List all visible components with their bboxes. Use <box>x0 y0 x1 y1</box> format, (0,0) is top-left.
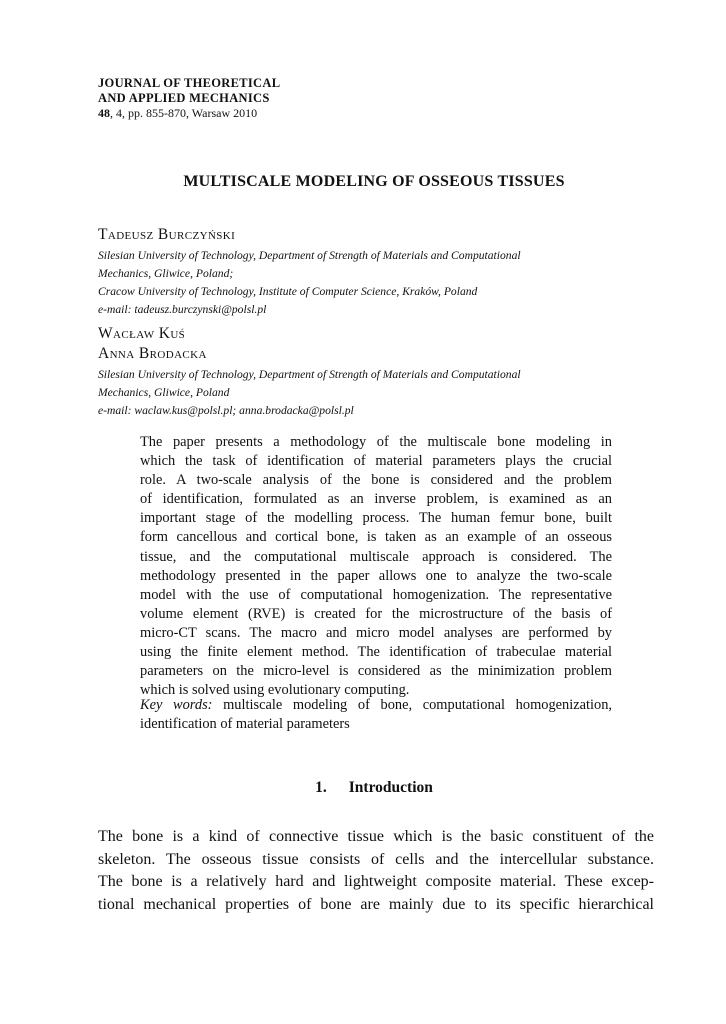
abstract-line: parameters on the micro-level is considered as the minimization problem <box>140 663 612 680</box>
abstract-line: of identification, formulated as an inverse problem, is examined as an <box>140 491 612 508</box>
abstract-line: which is solved using evolutionary computing. <box>140 682 410 699</box>
body-line: The bone is a relatively hard and lightweight composite material. These excep- <box>98 873 654 890</box>
body-line: The bone is a kind of connective tissue which is the basic constituent of the <box>98 828 654 845</box>
abstract-line: role. A two-scale analysis of the bone is considered and the problem <box>140 472 612 489</box>
abstract-line: which the task of identification of material parameters plays the crucial <box>140 453 612 470</box>
abstract-line: model with the use of computational homogenization. The representative <box>140 586 612 603</box>
affiliation-line: Mechanics, Gliwice, Poland; <box>98 267 234 280</box>
author-name: Anna Brodacka <box>98 345 207 362</box>
author-email: e-mail: tadeusz.burczynski@polsl.pl <box>98 303 267 316</box>
abstract-line: tissue, and the computational multiscale approach is considered. The <box>140 548 612 565</box>
author-name: Tadeusz Burczyński <box>98 226 236 243</box>
abstract-line: using the finite element method. The identification of trabeculae material <box>140 644 612 661</box>
affiliation-line: Silesian University of Technology, Department of Strength of Materials and Computational <box>98 368 521 381</box>
author-affiliation <box>98 366 650 420</box>
journal-name-line1: JOURNAL OF THEORETICAL <box>98 76 281 90</box>
keywords-line <box>140 696 612 715</box>
abstract-line: volume element (RVE) is created for the microstructure of the basis of <box>140 605 612 622</box>
affiliation-line: Mechanics, Gliwice, Poland <box>98 386 230 399</box>
journal-name-line2: AND APPLIED MECHANICS <box>98 91 270 105</box>
abstract-line: The paper presents a methodology of the multiscale bone modeling in <box>140 434 612 450</box>
affiliation-line: Silesian University of Technology, Department of Strength of Materials and Computational <box>98 249 521 262</box>
keywords <box>140 696 612 734</box>
abstract-line: important stage of the modelling process. The human femur bone, built <box>140 510 612 527</box>
author-email: e-mail: waclaw.kus@polsl.pl; anna.brodacka@polsl.pl <box>98 404 354 417</box>
body-paragraph <box>98 826 654 916</box>
author-affiliation <box>98 247 650 319</box>
affiliation-line: Cracow University of Technology, Institute of Computer Science, Kraków, Poland <box>98 285 478 298</box>
keywords-label: Key words: <box>140 697 213 713</box>
abstract-line: micro-CT scans. The macro and micro model analyses are performed by <box>140 624 612 641</box>
keywords-line: identification of material parameters <box>140 716 350 733</box>
journal-volume-info <box>98 106 498 121</box>
abstract-line: methodology presented in the paper allows one to analyze the two-scale <box>140 567 612 584</box>
journal-header <box>98 76 498 121</box>
paper-title: MULTISCALE MODELING OF OSSEOUS TISSUES <box>183 173 565 190</box>
body-line: tional mechanical properties of bone are mainly due to its specific hierarchical <box>98 895 654 913</box>
author-name: Wacław Kuś <box>98 325 186 342</box>
section-heading <box>98 779 650 797</box>
journal-volume: 48 <box>98 106 110 120</box>
abstract-line: form cancellous and cortical bone, is taken as an example of an osseous <box>140 529 612 546</box>
abstract <box>140 433 612 700</box>
section-number: 1. <box>315 779 327 796</box>
section-title: Introduction <box>348 779 433 796</box>
journal-issue-info: , 4, pp. 855-870, Warsaw 2010 <box>110 106 258 120</box>
keywords-text: multiscale modeling of bone, computational homogenization, <box>212 697 612 713</box>
body-line: skeleton. The osseous tissue consists of cells and the intercellular substance. <box>98 850 654 868</box>
